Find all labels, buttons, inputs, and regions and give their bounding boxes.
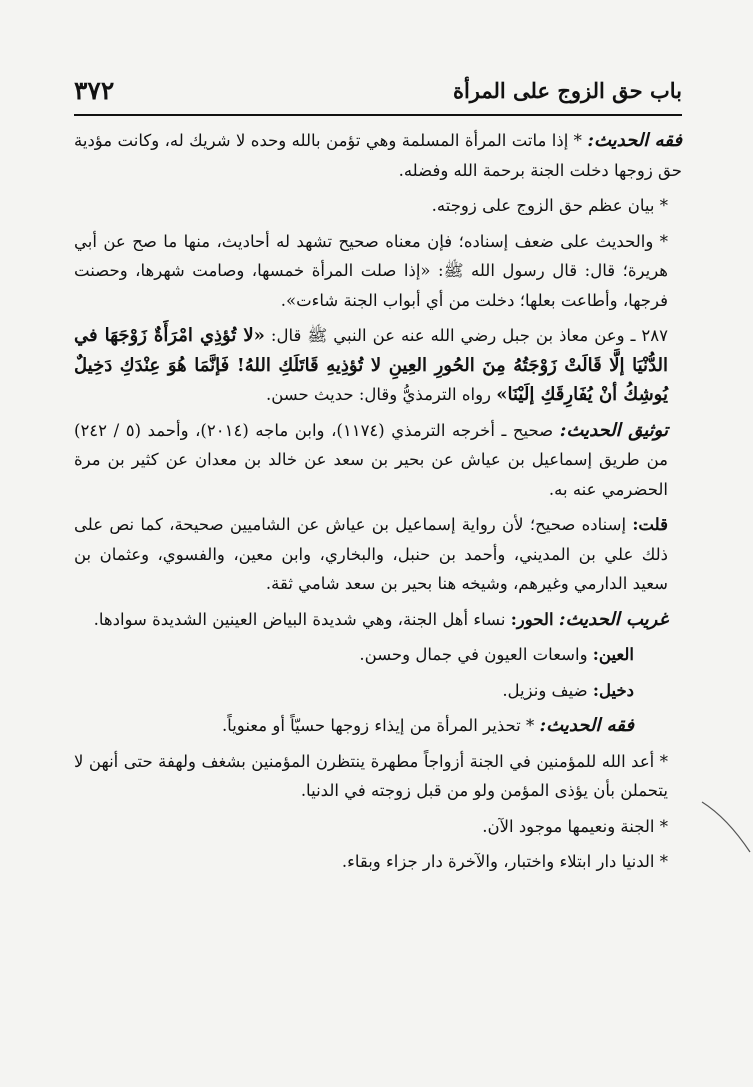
tawthiq-label: توثيق الحديث:	[559, 419, 668, 441]
hadith-source: رواه الترمذيُّ وقال: حديث حسن.	[265, 385, 492, 404]
margin-pen-stroke	[700, 798, 753, 858]
dakheel-entry	[74, 676, 682, 706]
fiqh2-text-2: * أعد الله للمؤمنين في الجنة أزواجاً مطهرة ينتظرن المؤمنين بشغف ولهفة حتى أنهن لا يتحملن بأن يؤذى المؤمن ولو من قبل زوجته في الدنيا.	[74, 751, 668, 800]
gharib-label: غريب الحديث:	[558, 608, 668, 630]
fiqh-text-3: * والحديث على ضعف إسناده؛ فإن معناه صحيح تشهد له أحاديث، منها ما صح عن أبي هريرة؛ قال: قال رسول الله ﷺ: «إذا صلت المرأة خمسها، وصامت شهرها، وحصنت فرجها، وأطاعت بعلها؛ دخلت من أي أبواب الجنة شاءت».	[74, 231, 668, 310]
hadith-intro: ٢٨٧ ـ وعن معاذ بن جبل رضي الله عنه عن النبي ﷺ قال:	[270, 326, 669, 345]
qultu-paragraph	[74, 510, 682, 599]
fiqh2-paragraph-2	[74, 747, 682, 806]
header-divider	[74, 114, 682, 116]
fiqh2-text-4: * الدنيا دار ابتلاء واختبار، والآخرة دار جزاء وبقاء.	[341, 852, 668, 871]
qultu-text: إسناده صحيح؛ لأن رواية إسماعيل بن عياش عن الشاميين صحيحة، كما نص على ذلك علي بن المديني، وأحمد بن حنبل، والبخاري، وابن معين، والفسوي، وعثمان بن سعيد الدارمي وغيرهم، وشيخه هنا بحير بن سعد شامي ثقة.	[74, 515, 668, 593]
fiqh2-paragraph-3	[74, 812, 682, 842]
dakheel-term: دخيل:	[592, 680, 634, 700]
fiqh-paragraph-2	[74, 191, 682, 221]
hur-definition: نساء أهل الجنة، وهي شديدة البياض العينين الشديدة سوادها.	[93, 609, 506, 629]
page-body	[74, 126, 682, 883]
fiqh-label: فقه الحديث:	[587, 130, 683, 151]
fiqh2-label: فقه الحديث:	[539, 715, 634, 736]
gharib-paragraph	[74, 605, 682, 635]
page-number: ٣٧٢	[74, 76, 115, 105]
fiqh2-text-3: * الجنة ونعيمها موجود الآن.	[482, 816, 668, 836]
chapter-title: باب حق الزوج على المرأة	[452, 78, 682, 103]
tawthiq-text: صحيح ـ أخرجه الترمذي (١١٧٤)، وابن ماجه (٢٠١٤)، وأحمد (٥ / ٢٤٢) من طريق إسماعيل بن عياش عن بحير بن سعد عن خالد بن معدان عن كثير بن مرة الحضرمي عنه به.	[74, 420, 668, 499]
fiqh2-text-1: * تحذير المرأة من إيذاء زوجها حسيّاً أو معنوياً.	[221, 716, 535, 735]
ein-entry	[74, 640, 682, 670]
ein-definition: واسعات العيون في جمال وحسن.	[359, 645, 588, 664]
fiqh-paragraph-1	[74, 126, 682, 185]
fiqh-paragraph-3	[74, 227, 682, 316]
dakheel-definition: ضيف ونزيل.	[502, 680, 588, 700]
fiqh-text-1: * إذا ماتت المرأة المسلمة وهي تؤمن بالله وحده لا شريك له، وكانت مؤدية حق زوجها دخلت الجنة برحمة الله وفضله.	[74, 131, 682, 180]
hadith-text: «لا تُؤذِي امْرَأَةٌ زَوْجَهَا في الدُّنْيَا إلَّا قَالَتْ زَوْجَتُهُ مِنَ الحُورِ العِينِ لا تُؤذِيهِ قَاتَلَكِ اللهُ! فَإنَّمَا هُوَ عِنْدَكِ دَخِيلٌ يُوشِكُ أنْ يُفَارِقَكِ إلَيْنَا»	[74, 325, 668, 405]
fiqh2-paragraph-4	[74, 847, 682, 877]
hadith-287	[74, 321, 682, 410]
fiqh2-paragraph-1	[74, 711, 682, 741]
ein-term: العين:	[592, 645, 634, 664]
fiqh-text-2: * بيان عظم حق الزوج على زوجته.	[431, 196, 668, 215]
qultu-label: قلت:	[632, 515, 668, 534]
tawthiq-paragraph	[74, 416, 682, 505]
hur-term: الحور:	[510, 609, 554, 629]
page-header	[74, 72, 682, 112]
